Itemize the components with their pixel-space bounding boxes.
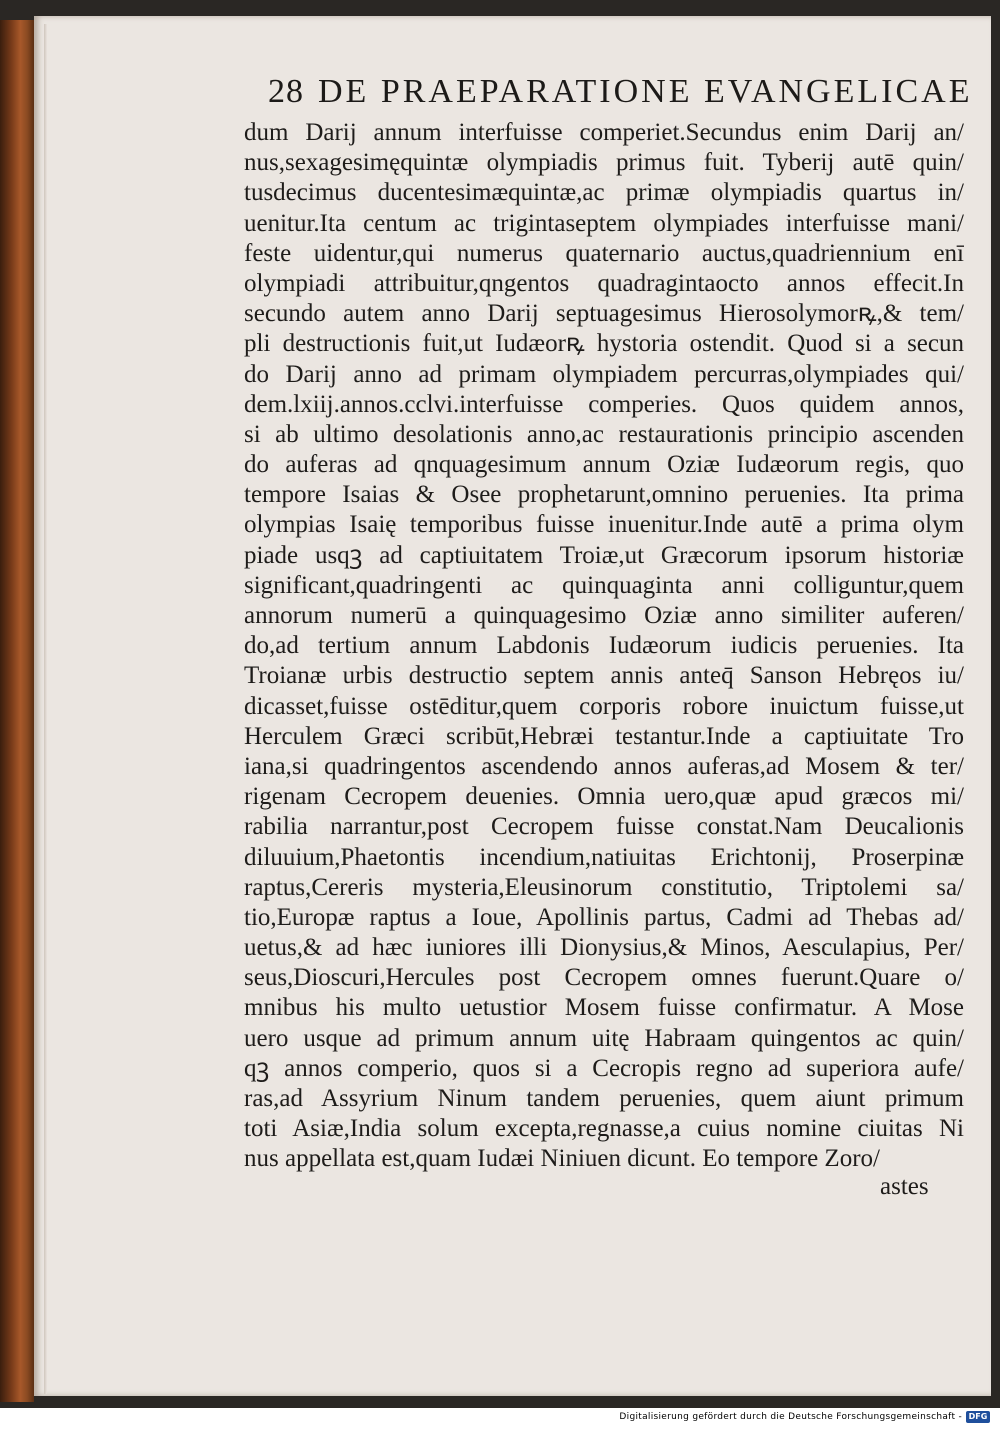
text-line: feste uidentur,qui numerus quaternario auctus,quadriennium enī [244,239,964,267]
text-line: toti Asiæ,India solum excepta,regnasse,a cuius nomine ciuitas Ni [244,1115,964,1143]
dfg-logo-text: DFG [968,1412,988,1421]
page-number: 28 [268,73,304,110]
text-line: significant,quadringenti ac quinquaginta anni colliguntur,quem [244,571,964,599]
text-line: dicasset,fuisse ostēditur,quem corporis robore inuictum fuisse,ut [244,692,964,720]
text-line: mnibus his multo uetustior Mosem fuisse confirmatur. A Mose [244,994,964,1022]
text-line: uenitur.Ita centum ac trigintaseptem olympiades interfuisse mani/ [244,209,964,237]
book-spine [0,20,34,1402]
text-line: secundo autem anno Darij septuagesimus Hierosolymorꝶ,& tem/ [244,300,964,328]
text-line: pli destructionis fuit,ut Iudæorꝶ hystoria ostendit. Quod si a secun [244,330,964,358]
text-line: Troianæ urbis destructio septem annis anteq̄ Sanson Hebręos iu/ [244,662,964,690]
text-line: do Darij anno ad primam olympiadem percurras,olympiades qui/ [244,360,964,388]
running-title: DE PRAEPARATIONE EVANGELICAE [318,73,973,110]
text-line: ras,ad Assyrium Ninum tandem peruenies, quem aiunt primum [244,1085,964,1112]
text-line: tempore Isaias & Osee prophetarunt,omnino peruenies. Ita prima [244,481,964,509]
text-line: tusdecimus ducentesimæquintæ,ac primæ olympiadis quartus in/ [244,179,964,207]
page-gutter [44,24,47,1394]
text-line: do auferas ad qnquagesimum annum Oziæ Iudæorum regis, quo [244,451,964,479]
dfg-logo [966,1411,990,1423]
text-line: nus,sexagesimęquintæ olympiadis primus fuit. Tyberij autē quin/ [244,149,964,177]
text-line: Herculem Græci scribūt,Hebræi testantur.Inde a captiuitate Tro [244,722,964,750]
text-line: dum Darij annum interfuisse comperiet.Secundus enim Darij an/ [244,119,964,146]
text-line: piade usqꝫ ad captiuitatem Troiæ,ut Græcorum ipsorum historiæ [244,541,964,569]
text-line: qꝫ annos comperio, quos si a Cecropis regno ad superiora aufe/ [244,1054,964,1082]
text-line: rigenam Cecropem deuenies. Omnia uero,quæ apud græcos mi/ [244,783,964,811]
text-line: do,ad tertium annum Labdonis Iudæorum iudicis peruenies. Ita [244,632,964,660]
text-line: seus,Dioscuri,Hercules post Cecropem omnes fuerunt.Quare o/ [244,964,964,992]
text-line: olympias Isaię temporibus fuisse inuenitur.Inde autē a prima olym [244,511,964,539]
text-line: diluuium,Phaetontis incendium,natiuitas Erichtonij, Proserpinæ [244,843,964,871]
text-line: olympiadi attribuitur,qngentos quadragintaocto annos effecit.In [244,269,964,297]
text-line: si ab ultimo desolationis anno,ac restaurationis principio ascenden [244,420,964,448]
digitization-credit: Digitalisierung gefördert durch die Deutsche Forschungsgemeinschaft - [619,1412,962,1422]
body-text [244,118,964,1175]
running-header [268,70,973,114]
text-line: uetus,& ad hæc iuniores illi Dionysius,& Minos, Aesculapius, Per/ [244,934,964,962]
text-line: raptus,Cereris mysteria,Eleusinorum constitutio, Triptolemi sa/ [244,873,964,901]
text-line: tio,Europæ raptus a Ioue, Apollinis partus, Cadmi ad Thebas ad/ [244,903,964,931]
text-line: rabilia narrantur,post Cecropem fuisse constat.Nam Deucalionis [244,813,964,841]
catchword: astes [880,1173,929,1200]
text-line: annorum numerū a quinquagesimo Oziæ anno similiter auferen/ [244,602,964,629]
text-line: iana,si quadringentos ascendendo annos auferas,ad Mosem & ter/ [244,752,964,780]
text-line: uero usque ad primum annum uitę Habraam quingentos ac quin/ [244,1024,964,1052]
text-line: nus appellata est,quam Iudæi Niniuen dicunt. Eo tempore Zoro/ [244,1145,880,1173]
text-line: dem.lxiij.annos.cclvi.interfuisse comperies. Quos quidem annos, [244,390,964,418]
